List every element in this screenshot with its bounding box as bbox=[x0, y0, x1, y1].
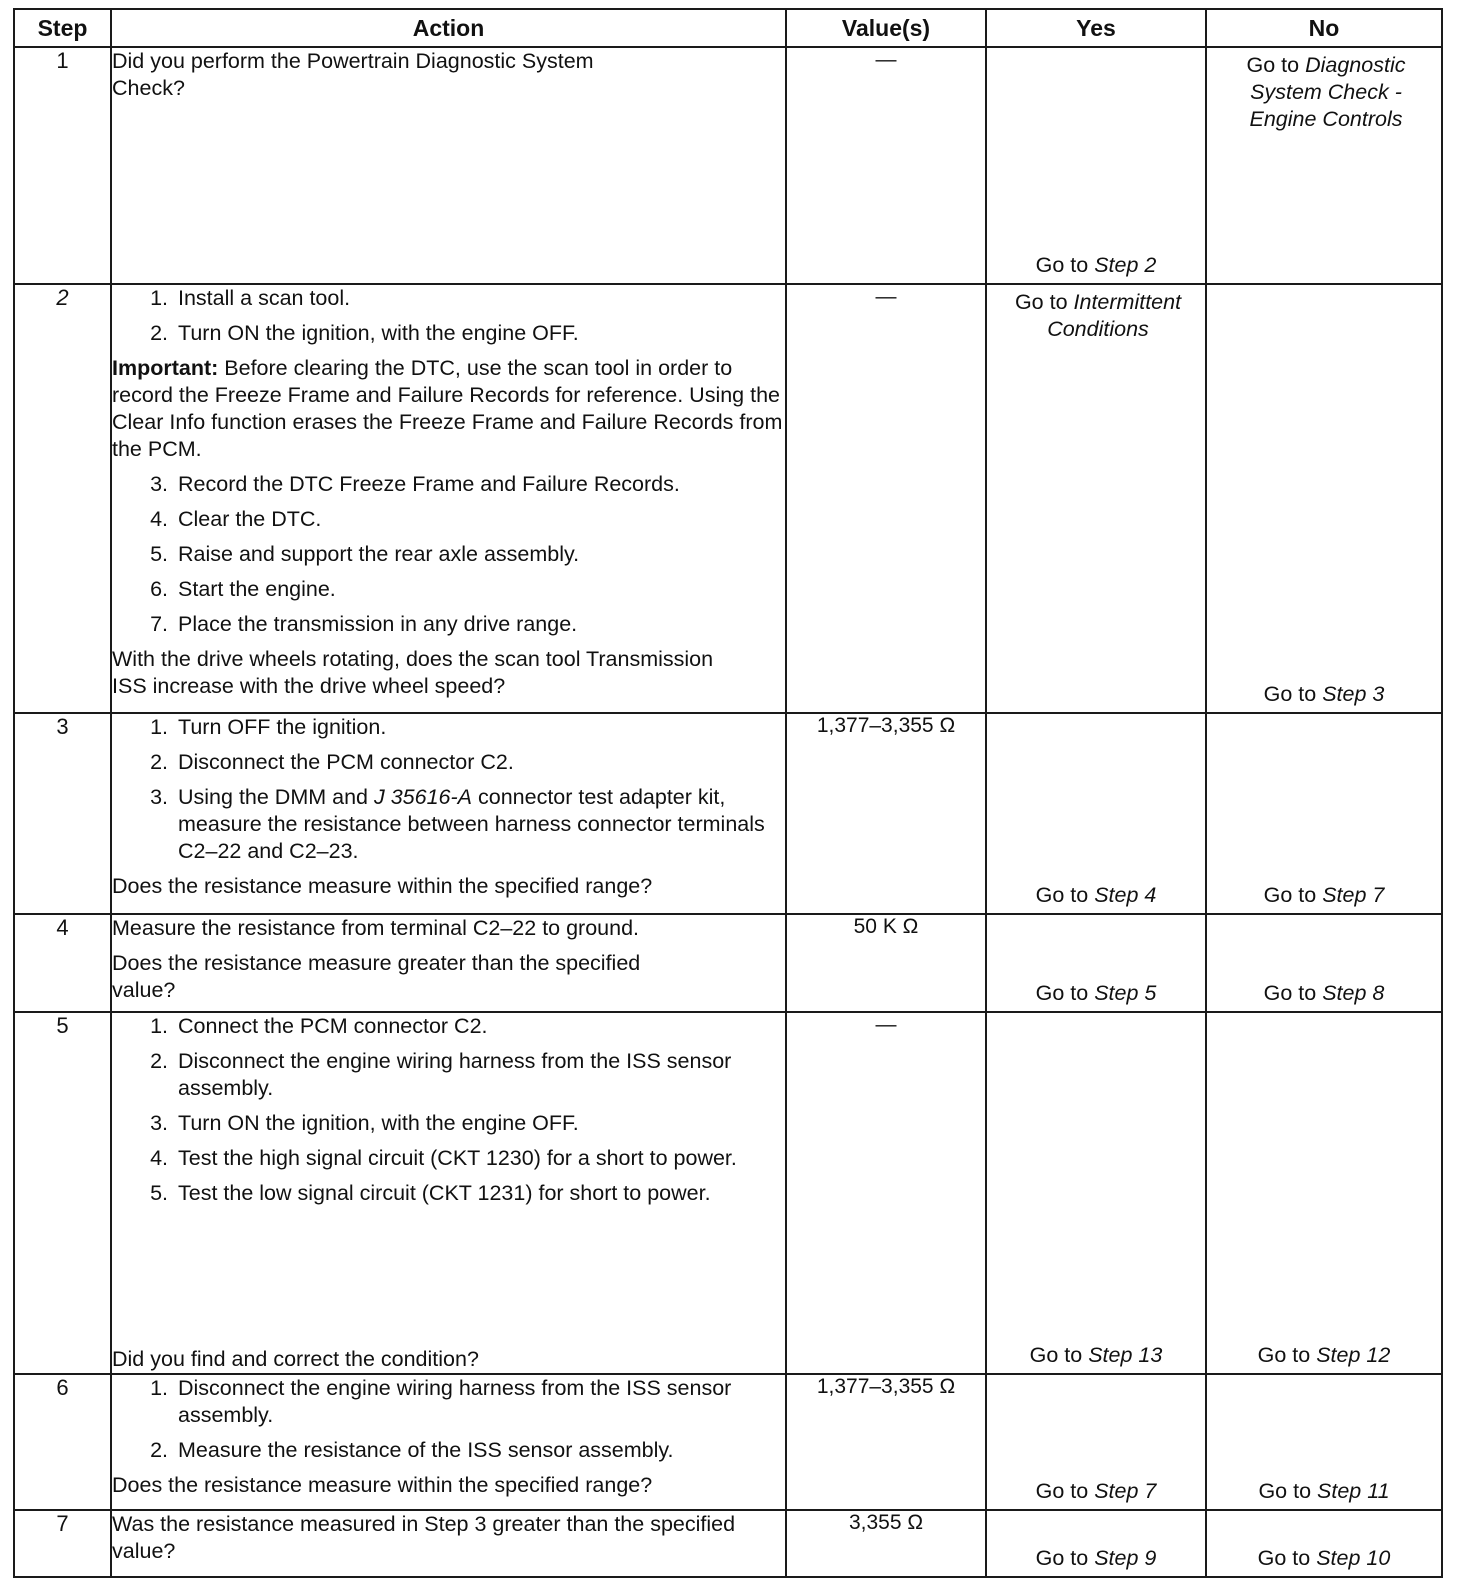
question-text: Was the resistance measured in Step 3 greater than the specified value? bbox=[112, 1512, 736, 1564]
goto-target: Step 7 bbox=[1094, 1479, 1157, 1504]
tool-number: J 35616-A bbox=[373, 785, 472, 810]
list-item: 1. Turn OFF the ignition. bbox=[150, 715, 387, 740]
list-item: 1. Install a scan tool. bbox=[150, 285, 351, 310]
action-steps bbox=[112, 285, 785, 347]
list-item: 5. Test the low signal circuit (CKT 1231) for short to power. bbox=[150, 1180, 711, 1205]
list-item: 3. Record the DTC Freeze Frame and Failure Records. bbox=[150, 471, 680, 496]
list-item: 4. Clear the DTC. bbox=[150, 506, 322, 531]
value-cell: — bbox=[786, 47, 986, 284]
list-item: 4. Test the high signal circuit (CKT 1230) for a short to power. bbox=[150, 1145, 737, 1170]
action-cell bbox=[111, 713, 786, 913]
table-row bbox=[14, 1012, 1442, 1375]
list-item: 2. Measure the resistance of the ISS sensor assembly. bbox=[150, 1438, 674, 1463]
yes-cell bbox=[986, 47, 1206, 284]
action-cell bbox=[111, 1510, 786, 1577]
no-cell bbox=[1206, 1374, 1442, 1510]
list-item: 1. Connect the PCM connector C2. bbox=[150, 1013, 488, 1038]
goto-target: Step 3 bbox=[1322, 682, 1385, 707]
yes-cell bbox=[986, 713, 1206, 913]
value-cell: 3,355 Ω bbox=[786, 1510, 986, 1577]
goto-target: Step 10 bbox=[1316, 1546, 1391, 1570]
question-text: Does the resistance measure within the specified range? bbox=[112, 874, 653, 899]
action-cell bbox=[111, 47, 786, 284]
header-action: Action bbox=[111, 9, 786, 47]
list-item: 2. Turn ON the ignition, with the engine OFF. bbox=[150, 320, 579, 345]
step-number: 3 bbox=[14, 713, 111, 913]
yes-goto bbox=[987, 1342, 1205, 1369]
important-label: Important: bbox=[112, 355, 219, 380]
goto-target: Diagnostic System Check - Engine Controls bbox=[1249, 53, 1406, 131]
action-cell bbox=[111, 1012, 786, 1375]
table-row bbox=[14, 1374, 1442, 1510]
goto-target: Step 8 bbox=[1322, 980, 1385, 1005]
table-row bbox=[14, 1510, 1442, 1577]
table-row bbox=[14, 713, 1442, 913]
value-cell: — bbox=[786, 1012, 986, 1375]
action-steps bbox=[112, 714, 785, 865]
header-values: Value(s) bbox=[786, 9, 986, 47]
yes-cell bbox=[986, 914, 1206, 1012]
goto-target: Step 5 bbox=[1094, 980, 1157, 1005]
action-cell bbox=[111, 1374, 786, 1510]
header-step: Step bbox=[14, 9, 111, 47]
no-goto bbox=[1207, 1545, 1441, 1572]
goto-prefix: Go to bbox=[1263, 682, 1317, 707]
intro-text: Measure the resistance from terminal C2–22 to ground. bbox=[112, 915, 640, 940]
value-cell: — bbox=[786, 284, 986, 713]
table-row bbox=[14, 914, 1442, 1012]
goto-target: Step 12 bbox=[1316, 1343, 1391, 1368]
goto-prefix: Go to bbox=[1258, 1479, 1312, 1504]
step-number: 2 bbox=[14, 284, 111, 713]
step-number: 6 bbox=[14, 1374, 111, 1510]
goto-prefix: Go to bbox=[1263, 980, 1317, 1005]
list-item: 2. Disconnect the engine wiring harness from the ISS sensor assembly. bbox=[150, 1048, 732, 1100]
no-goto bbox=[1207, 1478, 1441, 1505]
header-no: No bbox=[1206, 9, 1442, 47]
yes-cell bbox=[986, 1374, 1206, 1510]
question-text: Did you find and correct the condition? bbox=[112, 1347, 479, 1372]
no-cell bbox=[1206, 1012, 1442, 1375]
no-cell bbox=[1206, 1510, 1442, 1577]
goto-prefix: Go to bbox=[1035, 1479, 1089, 1504]
no-cell bbox=[1206, 47, 1442, 284]
question-text: With the drive wheels rotating, does the scan tool Transmission ISS increase with the drive wheel speed? bbox=[112, 646, 714, 698]
value-cell: 1,377–3,355 Ω bbox=[786, 1374, 986, 1510]
yes-goto bbox=[987, 882, 1205, 909]
list-item: 3. Using the DMM and J 35616-A connector test adapter kit, measure the resistance between harness connector terminals C2–22 and C2–23. bbox=[150, 785, 765, 864]
value-cell: 50 K Ω bbox=[786, 914, 986, 1012]
value-cell: 1,377–3,355 Ω bbox=[786, 713, 986, 913]
goto-prefix: Go to bbox=[1246, 53, 1300, 77]
goto-prefix: Go to bbox=[1035, 252, 1089, 277]
no-goto bbox=[1207, 980, 1441, 1007]
yes-goto bbox=[987, 1478, 1205, 1505]
goto-target: Step 11 bbox=[1317, 1479, 1390, 1504]
yes-goto bbox=[987, 1545, 1205, 1572]
goto-prefix: Go to bbox=[1035, 1546, 1089, 1570]
list-item: 7. Place the transmission in any drive range. bbox=[150, 611, 578, 636]
no-cell bbox=[1206, 284, 1442, 713]
goto-prefix: Go to bbox=[1263, 882, 1317, 907]
goto-target: Step 4 bbox=[1094, 882, 1157, 907]
goto-target: Intermittent Conditions bbox=[1047, 289, 1182, 341]
important-text: Before clearing the DTC, use the scan tool in order to record the Freeze Frame and Failure Records for reference. Using the Clear Info function erases the Freeze Frame and Failure Records from the PCM. bbox=[112, 355, 783, 461]
yes-cell bbox=[986, 1012, 1206, 1375]
list-item: 5. Raise and support the rear axle assembly. bbox=[150, 541, 580, 566]
step-number: 4 bbox=[14, 914, 111, 1012]
step-number: 5 bbox=[14, 1012, 111, 1375]
table-row bbox=[14, 47, 1442, 284]
goto-target: Step 7 bbox=[1322, 882, 1385, 907]
no-cell bbox=[1206, 713, 1442, 913]
header-yes: Yes bbox=[986, 9, 1206, 47]
no-goto bbox=[1207, 48, 1441, 133]
goto-prefix: Go to bbox=[1035, 882, 1089, 907]
action-cell bbox=[111, 284, 786, 713]
list-item: 1. Disconnect the engine wiring harness from the ISS sensor assembly. bbox=[150, 1376, 732, 1428]
goto-prefix: Go to bbox=[1257, 1546, 1311, 1570]
action-steps bbox=[112, 1375, 785, 1464]
goto-prefix: Go to bbox=[1029, 1343, 1083, 1368]
no-goto bbox=[1207, 882, 1441, 909]
yes-goto bbox=[987, 980, 1205, 1007]
header-row bbox=[14, 9, 1442, 47]
goto-target: Step 9 bbox=[1094, 1546, 1157, 1570]
question-text: Does the resistance measure greater than the specified value? bbox=[112, 950, 641, 1002]
action-steps bbox=[112, 1013, 785, 1215]
list-item: 2. Disconnect the PCM connector C2. bbox=[150, 750, 514, 775]
list-item: 6. Start the engine. bbox=[150, 576, 336, 601]
goto-prefix: Go to bbox=[1035, 980, 1089, 1005]
important-note bbox=[112, 355, 785, 463]
yes-cell bbox=[986, 1510, 1206, 1577]
yes-cell bbox=[986, 284, 1206, 713]
goto-target: Step 13 bbox=[1088, 1343, 1163, 1368]
question-text: Did you perform the Powertrain Diagnostic System Check? bbox=[112, 49, 594, 100]
goto-prefix: Go to bbox=[1257, 1343, 1311, 1368]
goto-target: Step 2 bbox=[1094, 252, 1157, 277]
no-goto bbox=[1207, 1342, 1441, 1369]
goto-prefix: Go to bbox=[1014, 289, 1068, 314]
step-number: 1 bbox=[14, 47, 111, 284]
step-number: 7 bbox=[14, 1510, 111, 1577]
question-text: Does the resistance measure within the specified range? bbox=[112, 1473, 653, 1498]
yes-goto bbox=[987, 252, 1205, 279]
action-steps bbox=[112, 471, 785, 638]
no-goto bbox=[1207, 681, 1441, 708]
no-cell bbox=[1206, 914, 1442, 1012]
table-row bbox=[14, 284, 1442, 713]
yes-goto bbox=[987, 285, 1205, 343]
action-cell bbox=[111, 914, 786, 1012]
list-item: 3. Turn ON the ignition, with the engine OFF. bbox=[150, 1110, 579, 1135]
diagnostic-table bbox=[13, 8, 1443, 1578]
